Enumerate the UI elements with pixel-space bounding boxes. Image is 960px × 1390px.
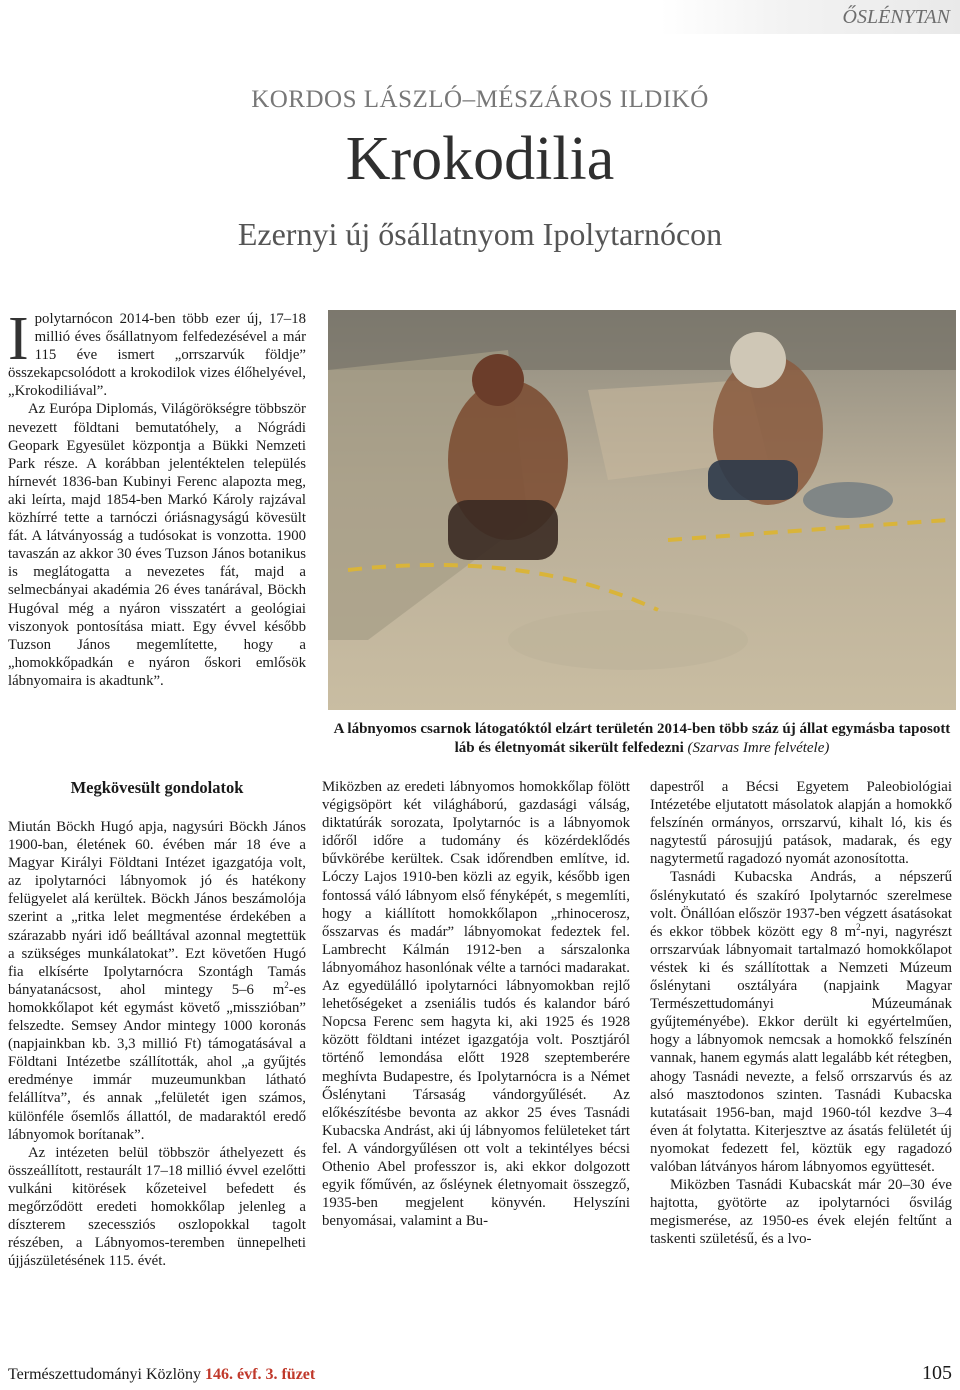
intro-text: polytarnócon 2014-ben több ezer új, 17–18 millió éves ősállatnyom felfedezésével a már 115 éve ismert „orrszarvúk földje” összekapcsolódott a krokodilok vizes élőhelyével, „Krokodiliával”.	[8, 311, 306, 400]
column-2-text	[322, 778, 630, 1230]
photo-caption-text: A lábnyomos csarnok látogatóktól elzárt területén 2014-ben több száz új állat egymásba taposott láb és életnyomát sikerült felfedezni	[333, 721, 951, 756]
section-heading: Megkövesült gondolatok	[70, 778, 244, 797]
excavation-photo-image	[328, 310, 956, 710]
intro-column	[8, 305, 306, 690]
article-title: Krokodilia	[345, 125, 615, 193]
excavation-photo	[328, 310, 956, 710]
paragraph: Az intézeten belül többször áthelyezett és összeállított, restaurált 17–18 millió évvel ezelőtti vulkáni kitörések kőzeteivel befedett és megőrződött eredeti homokkőlap jelenleg a díszterem szecessziós oszlopokkal tagolt részében, a Lábnyomos-teremben ünnepelheti újjászületésének 115. évét.	[8, 1144, 306, 1270]
column-3-text	[650, 778, 952, 1248]
issue-number: 146. évf. 3. füzet	[205, 1366, 316, 1383]
column-1-text	[8, 818, 306, 1270]
authors: KORDOS LÁSZLÓ–MÉSZÁROS ILDIKÓ	[251, 86, 709, 113]
page-number: 105	[922, 1362, 952, 1384]
paragraph: Miközben Tasnádi Kubacskát már 20–30 éve hajtotta, gyötörte az ipolytarnóci ősvilág megismerése, az 1950-es évek elején feltűnt a taskenti születésű, és a lvo-	[650, 1177, 952, 1248]
section-label	[660, 0, 960, 34]
intro-paragraph-2: Az Európa Diplomás, Világörökségre többször nevezett földtani bemutatóhely, a Nógrádi Geopark Egyesület központja a Bükki Nemzeti Park része. A korábban jelentéktelen település hírnevét 1836-ban Kubinyi Ferenc alapozta meg, aki leírta, majd 1854-ben Markó Károly rajzával közhírré tette a tarnóczi óriásnagyságú kövesült fát. A látványosság a tudósokat is vonzotta. 1900 tavaszán az akkor 30 éves Tuzson János botanikus is meglátogatta a nevezetes fát, majd a selmecbányai akadémia 26 éves tanárával, Böckh Hugóval még a nyáron visszatért a geológiai viszonyok pontosítása miatt. Egy évvel később Tuzson János megemlítette, hogy a „homokkőpadkán e nyáron őskori emlősök lábnyomaira is akadtunk”.	[8, 401, 306, 689]
drop-cap: I	[8, 305, 29, 373]
photo-credit: (Szarvas Imre felvétele)	[687, 740, 830, 756]
footer-journal	[8, 1366, 315, 1384]
paragraph: Miután Böckh Hugó apja, nagysúri Böckh János 1900-ban, életének 60. évében már 18 éve a Magyar Királyi Földtani Intézet igazgatója volt, az ipolytarnóci lábnyomok jó és hatékony felügyelet alá kerültek. Böckh János beszámolója szerint a „ritka lelet megmentése érdekében a szárazabb nyári idő beálltával azonnal megtettük a szükséges munkálatokat”. Ezt követően Hugó fia elkísérte Ipolytarnócra Szontágh Tamás bányatanácsost, ahol mintegy 5–6 $m^2-es$ homokkőlapot két egymást követő „misszióban” felszedte. Semsey Andor mintegy 1000 koronás (napjainkban kb. 3,3 millió Ft) támogatásával a Földtani Intézetbe szállították, ahol „a gyűjtés eredménye immár muzeumunkban látható felállítva”, és annak „felületét igen számos, különféle ősemlős állattól, de madaraktól eredő lábnyomok borítanak”.	[8, 819, 306, 1143]
paragraph: Tasnádi Kubacska András, a népszerű őslénykutató és szakíró Ipolytarnóc szerelmese volt. Önállóan először 1937-ben végzett ásatásokat és ekkor többek között egy 8 $m^2$-nyi, nagyrészt orrszarvúak lábnyomait tartalmazó homokkőlapot véstek ki és szállítottak a Nemzeti Múzeum őslénytani osztályára (napjaink Magyar Természettudományi Múzeumának gyűjteményébe). Ekkor derült ki egyértelműen, hogy a lábnyomok nemcsak a homokkő felszínén vannak, hanem egymás alatt legalább két rétegben, ahogy Tasnádi nevezte, a felső orrszarvús és az alsó masztodonos szinten. Tasnádi Kubacska kutatásait 1956-ban, majd 1960-tól kezdve 3–4 éven át folytatta. Kiterjesztve az ásatás felületét új nyomokat fedezett fel, köztük egy ragadozó valóban látványos három lábnyomos együttesét.	[650, 869, 952, 1175]
paragraph: dapestről a Bécsi Egyetem Paleobiológiai Intézetébe eljutatott másolatok alapján a homokkő felszínén ormányos, orrszarvú, kihalt ló, kis és nagytestű párosujjú patások, madarak, és egy nagytermetű ragadozó nyomát azonosította.	[650, 779, 952, 868]
paragraph: Miközben az eredeti lábnyomos homokkőlap fölött végigsöpört két világháború, gazdasági válság, diktatúrák sorozata, Ipolytarnóc is a lábnyomok időről időre a tudomány és közérdeklődés bűvkörébe kerültek. Csak időrendben említve, id. Lóczy Lajos 1910-ben közli az egyik, később igen fontossá váló lábnyom első fényképét, s megemlíti, hogy a kiállított homokkőlapon „rhinocerosz, ősszarvas és madár” lábnyomokat fedeztek fel. Lambrecht Kálmán 1912-ben a sárszalonka lábnyomához hasonlónak vélte a tarnóci madarakat. Az egyedülálló ipolytarnóci lábnyomokban rejlő lehetőségeket a zseniális tudós és kalandor báró Nopcsa Ferenc sem hagyta ki, aki 1925 és 1928 között földtani intézet igazgatója volt. Posztjáról történő lemondása előtt 1928 szeptemberére meghívta Budapestre, és Ipolytarnócra is a Német Őslénytani Társaság vándorgyűlését. Az előkészítésbe bevonta az akkor 25 éves Tasnádi Kubacska Andrást, aki új lábnyomos felületeket tárt fel. A vándorgyűlésen ott volt a tekintélyes bécsi Othenio Abel professzor is, aki ekkor dolgozott egyik főművén, az ősléynek életnyomait összegző, 1935-ben megjelent könyvén. Helyszíni benyomásai, valamint a Bu-	[322, 779, 630, 1230]
article-subtitle: Ezernyi új ősállatnyom Ipolytarnócon	[237, 216, 723, 252]
section-title: ŐSLÉNYTAN	[842, 6, 950, 28]
intro-paragraph	[8, 305, 306, 400]
photo-caption	[328, 720, 956, 758]
journal-name: Természettudományi Közlöny	[8, 1366, 202, 1383]
